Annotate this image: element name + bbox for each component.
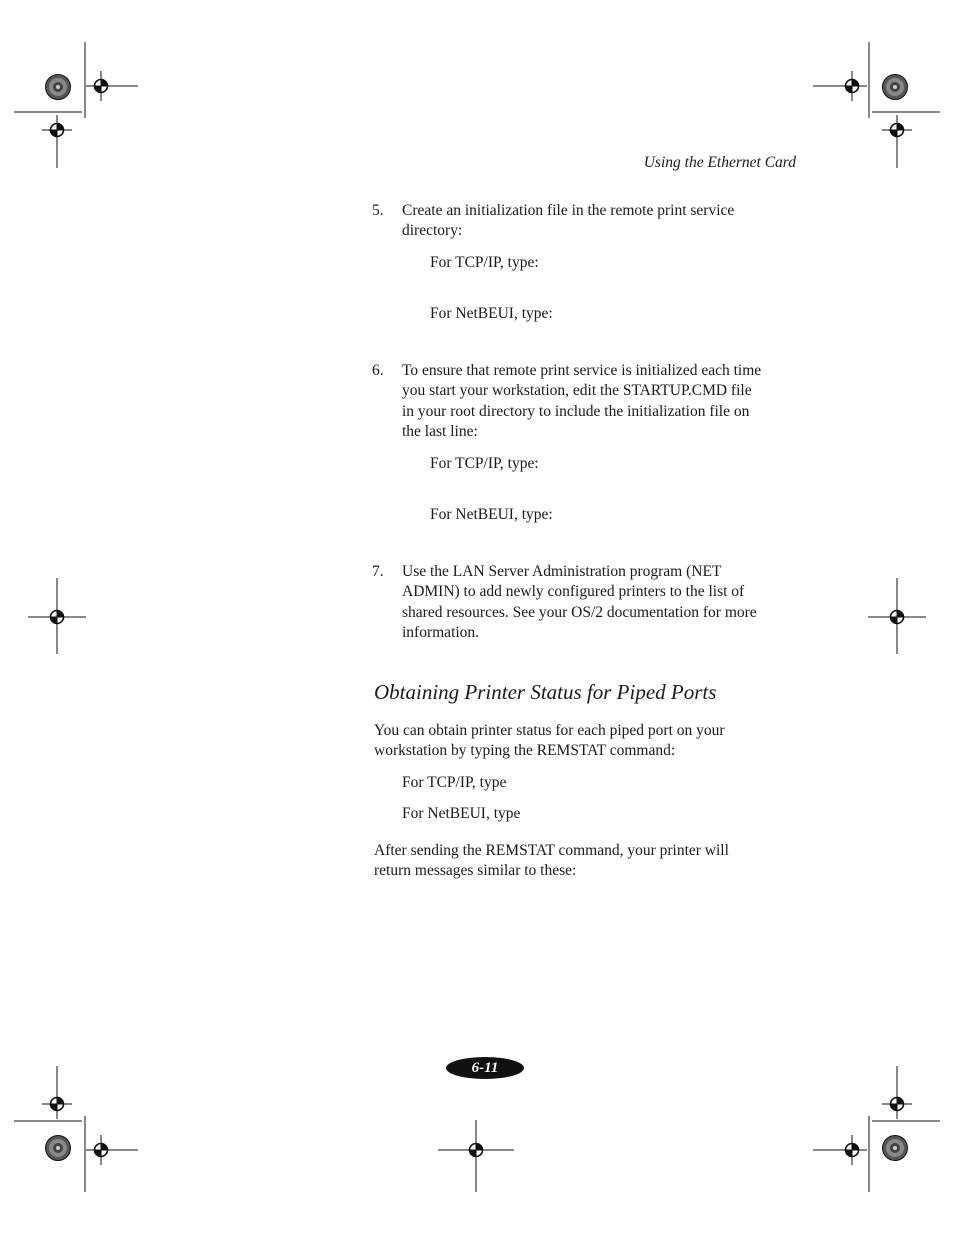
step-text (402, 562, 792, 643)
step-line: directory: (402, 222, 463, 240)
step-number: 7. (372, 563, 384, 580)
star-target-icon (883, 1136, 908, 1161)
step-number: 5. (372, 202, 384, 219)
sub-instruction-tcpip: For TCP/IP, type (402, 774, 507, 791)
step-line: Use the LAN Server Administration program (NET (402, 563, 722, 580)
step-line: To ensure that remote print service is initialized each time (402, 362, 762, 379)
sub-instruction-netbeui: For NetBEUI, type (402, 805, 521, 822)
step-line: you start your workstation, edit the STARTUP.CMD file (402, 382, 752, 400)
running-head: Using the Ethernet Card (643, 154, 796, 171)
sub-instruction-tcpip: For TCP/IP, type: (430, 254, 539, 271)
step-number: 6. (372, 362, 384, 379)
step-line: ADMIN) to add newly configured printers to the list of (402, 583, 745, 601)
paragraph-line: You can obtain printer status for each piped port on your (374, 722, 725, 739)
step-line: Create an initialization file in the remote print service (402, 202, 735, 219)
paragraph-line: return messages similar to these: (374, 862, 577, 880)
star-target-icon (46, 1136, 71, 1161)
section-outro (374, 841, 794, 882)
paragraph-line: workstation by typing the REMSTAT command: (374, 742, 676, 760)
step-line: the last line: (402, 422, 478, 440)
step-text (402, 201, 792, 242)
paragraph-line: After sending the REMSTAT command, your printer will (374, 842, 729, 859)
sub-instruction-netbeui: For NetBEUI, type: (430, 506, 553, 523)
step-line: information. (402, 623, 480, 641)
section-intro (374, 721, 794, 762)
page-number-badge: 6-11 (446, 1057, 524, 1079)
sub-instruction-netbeui: For NetBEUI, type: (430, 305, 553, 322)
sub-instruction-tcpip: For TCP/IP, type: (430, 455, 539, 472)
step-line: shared resources. See your OS/2 documentation for more (402, 603, 757, 621)
step-text (402, 361, 792, 442)
star-target-icon (46, 75, 71, 100)
section-heading: Obtaining Printer Status for Piped Ports (374, 680, 717, 704)
star-target-icon (883, 75, 908, 100)
step-line: in your root directory to include the initialization file on (402, 402, 750, 420)
